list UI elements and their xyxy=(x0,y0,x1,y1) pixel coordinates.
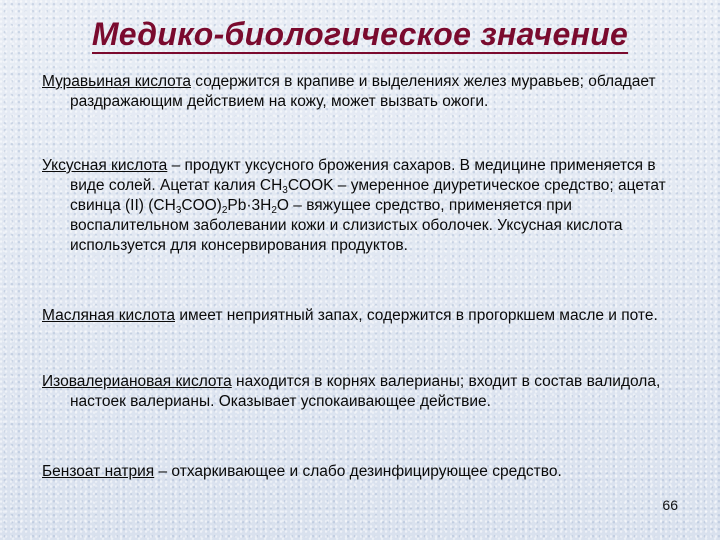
text-formic-acid: содержится в крапиве и выделениях желез муравьев; обладает раздражающим действием на кожу, может вызвать ожоги. xyxy=(70,73,656,110)
paragraph-isovaleric-acid xyxy=(42,372,682,412)
subscript: 2 xyxy=(271,205,277,216)
text-isovaleric-acid: находится в корнях валерианы; входит в состав валидола, настоек валерианы. Оказывает успокаивающее действие. xyxy=(70,373,661,410)
text-acetic-acid-1: – продукт уксусного брожения сахаров. В медицине применяется в виде солей. Ацетат калия CH xyxy=(70,157,656,194)
paragraph-formic-acid xyxy=(42,72,682,112)
text-acetic-acid-4: Pb·3H xyxy=(227,197,272,214)
subscript: 3 xyxy=(175,205,182,216)
slide-title-text: Медико-биологическое значение xyxy=(91,16,629,52)
term-formic-acid: Муравьиная кислота xyxy=(42,73,191,90)
paragraph-acetic-acid xyxy=(42,156,682,256)
paragraph-sodium-benzoate xyxy=(42,462,682,482)
text-butyric-acid: имеет неприятный запах, содержится в прогоркшем масле и поте. xyxy=(175,307,658,324)
subscript: 3 xyxy=(282,185,288,196)
term-sodium-benzoate: Бензоат натрия xyxy=(42,463,155,480)
text-acetic-acid-2: COOK – умеренное диуретическое средство; ацетат свинца (II) (CH xyxy=(70,177,666,214)
text-sodium-benzoate: – отхаркивающее и слабо дезинфицирующее средство. xyxy=(154,463,562,480)
term-isovaleric-acid: Изовалериановая кислота xyxy=(42,373,232,390)
term-butyric-acid: Масляная кислота xyxy=(42,307,176,324)
term-acetic-acid: Уксусная кислота xyxy=(42,157,168,174)
subscript: 2 xyxy=(221,205,228,216)
text-acetic-acid-5: O – вяжущее средство, применяется при воспалительном заболевании кожи и слизистых оболочек. Уксусная кислота используется для консервирования продуктов. xyxy=(70,197,623,254)
page-number: 66 xyxy=(662,497,678,513)
text-acetic-acid-3: COO) xyxy=(181,197,222,214)
paragraph-butyric-acid xyxy=(42,306,682,326)
slide-title xyxy=(0,16,720,53)
